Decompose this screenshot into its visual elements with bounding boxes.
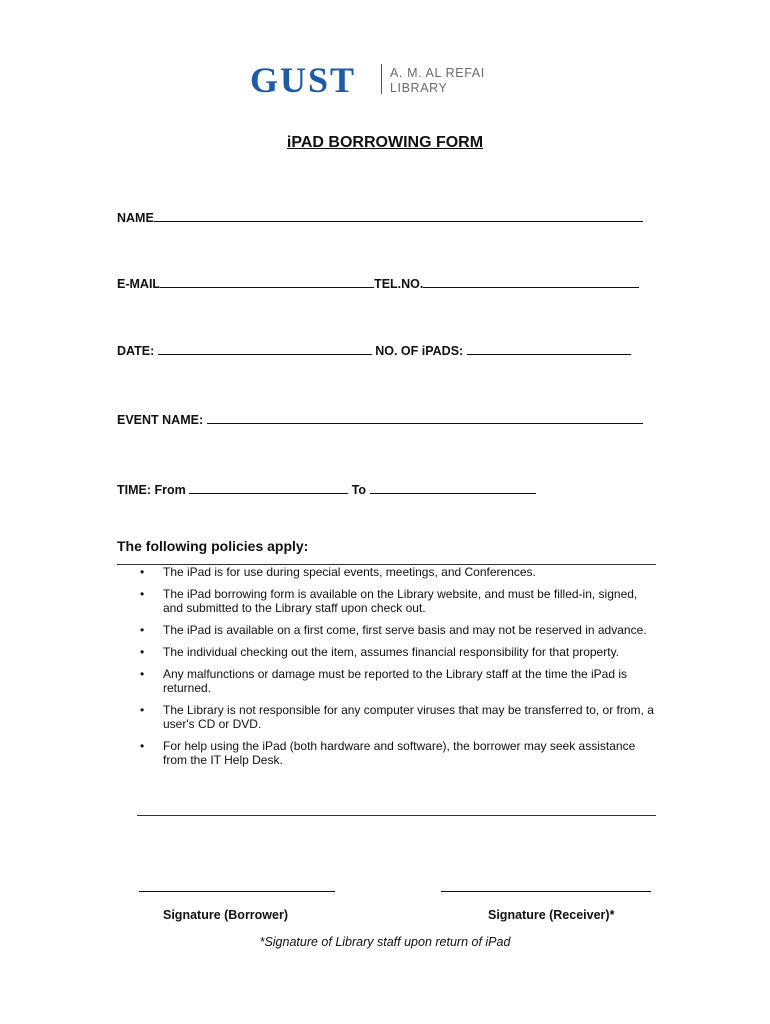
policy-item xyxy=(140,565,660,579)
tel-input-line[interactable] xyxy=(423,277,639,288)
policy-text: The Library is not responsible for any computer viruses that may be transferred to, or from, a user's CD or DVD. xyxy=(163,703,654,731)
num-ipads-label: NO. OF iPADS: xyxy=(375,344,464,358)
tel-label: TEL.NO. xyxy=(374,277,424,291)
date-ipads-row xyxy=(117,344,631,358)
policy-text: The iPad borrowing form is available on the Library website, and must be filled-in, signed, and submitted to the Library staff upon check out. xyxy=(163,587,638,615)
policy-item xyxy=(140,739,660,767)
policy-list xyxy=(140,565,660,775)
borrower-signature-label: Signature (Borrower) xyxy=(163,908,289,922)
receiver-signature-label: Signature (Receiver)* xyxy=(488,908,615,922)
logo-line-2: LIBRARY xyxy=(390,81,448,95)
time-to-label: To xyxy=(351,483,367,497)
borrower-signature-line[interactable] xyxy=(139,891,335,892)
logo-divider xyxy=(381,64,382,94)
policy-text: The iPad is for use during special events, meetings, and Conferences. xyxy=(163,565,536,579)
date-label: DATE: xyxy=(117,344,155,358)
name-field-row xyxy=(117,211,643,225)
policy-item xyxy=(140,623,660,637)
name-label: NAME xyxy=(117,211,154,225)
signature-note: *Signature of Library staff upon return of iPad xyxy=(259,935,511,949)
policy-item xyxy=(140,645,660,659)
bullet: • xyxy=(140,703,145,717)
bullet: • xyxy=(140,565,145,579)
time-from-label: TIME: From xyxy=(117,483,186,497)
date-input-line[interactable] xyxy=(158,344,372,355)
logo-line-1: A. M. AL REFAI xyxy=(390,66,485,80)
receiver-signature-line[interactable] xyxy=(441,891,651,892)
num-ipads-input-line[interactable] xyxy=(467,344,631,355)
policies-heading: The following policies apply: xyxy=(117,538,309,554)
policy-text: For help using the iPad (both hardware and software), the borrower may seek assistance from the IT Help Desk. xyxy=(163,739,636,767)
policy-text: The iPad is available on a first come, first serve basis and may not be reserved in advance. xyxy=(163,623,647,637)
policy-text: Any malfunctions or damage must be reported to the Library staff at the time the iPad is returned. xyxy=(163,667,628,695)
event-name-input-line[interactable] xyxy=(207,413,643,424)
time-row xyxy=(117,483,536,497)
event-name-row xyxy=(117,413,643,427)
email-label: E-MAIL xyxy=(117,277,161,291)
time-to-input-line[interactable] xyxy=(370,483,536,494)
email-tel-row xyxy=(117,277,639,291)
email-input-line[interactable] xyxy=(160,277,374,288)
logo-mark: GUST xyxy=(250,60,357,100)
policy-text: The individual checking out the item, assumes financial responsibility for that property. xyxy=(163,645,620,659)
bullet: • xyxy=(140,645,145,659)
form-title: iPAD BORROWING FORM xyxy=(286,134,484,151)
bullet: • xyxy=(140,667,145,681)
event-name-label: EVENT NAME: xyxy=(117,413,204,427)
policy-item xyxy=(140,703,660,731)
time-from-input-line[interactable] xyxy=(189,483,348,494)
policies-bottom-rule xyxy=(137,815,656,816)
policy-item xyxy=(140,587,660,615)
bullet: • xyxy=(140,587,145,601)
bullet: • xyxy=(140,623,145,637)
name-input-line[interactable] xyxy=(154,211,643,222)
bullet: • xyxy=(140,739,145,753)
policy-item xyxy=(140,667,660,695)
